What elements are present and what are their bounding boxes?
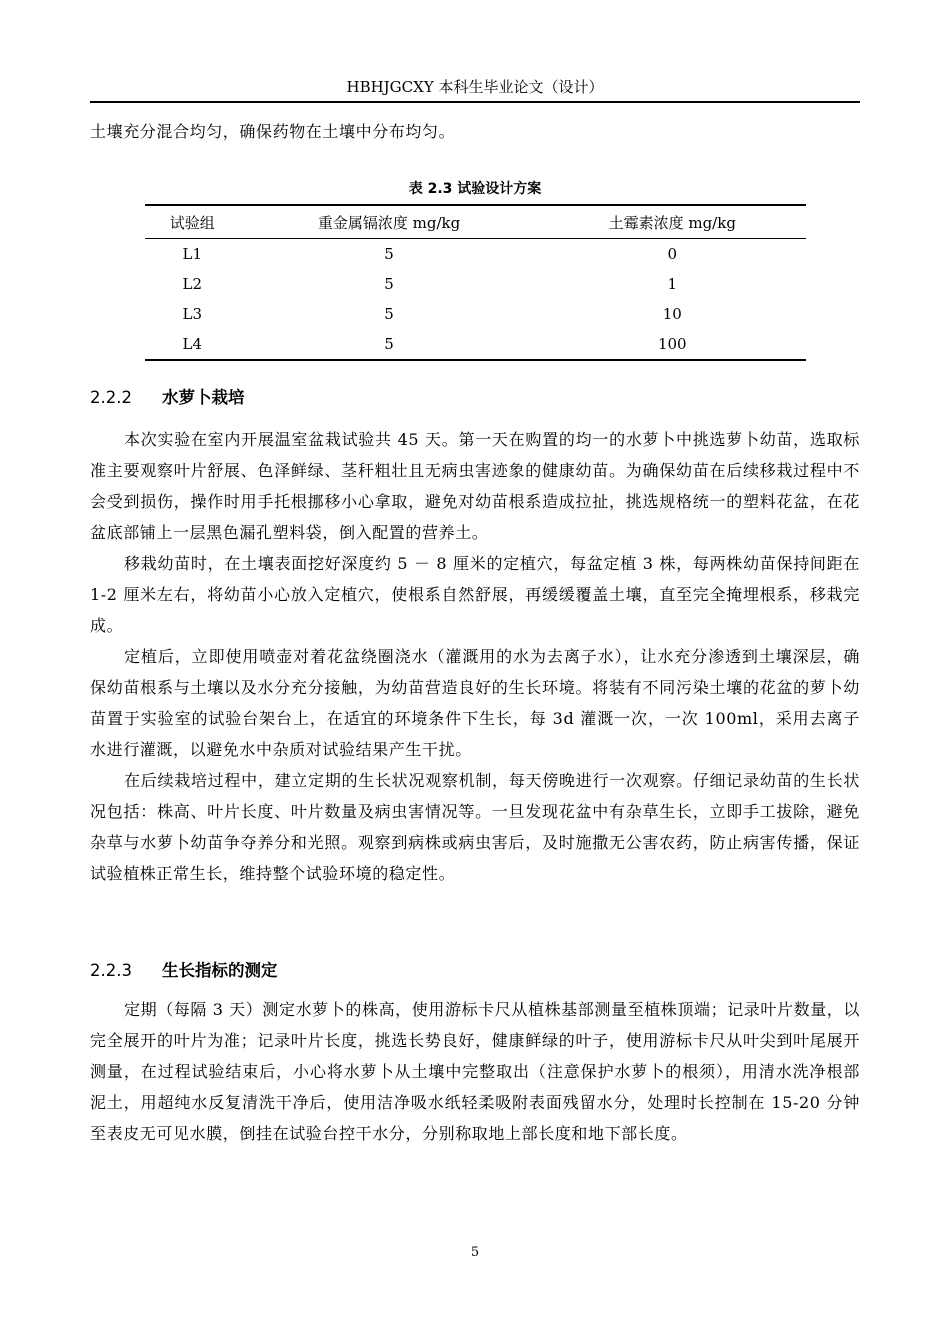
paragraph: 定期（每隔 3 天）测定水萝卜的株高，使用游标卡尺从植株基部测量至植株顶端；记录叶片数量，以完全展开的叶片为准；记录叶片长度，挑选长势良好，健康鲜绿的叶子，使用游标卡尺从叶尖到叶尾展开测量，在过程试验结束后，小心将水萝卜从土壤中完整取出（注意保护水萝卜的根须），用清水洗净根部泥土，用超纯水反复清洗干净后，使用洁净吸水纸轻柔吸附表面残留水分，处理时长控制在 15-20 分钟至表皮无可见水膜，倒挂在试验台控干水分，分别称取地上部长度和地下部长度。: [90, 1000, 860, 1143]
table-row: [145, 329, 806, 360]
table-cell: 5: [240, 329, 539, 360]
section-2-2-3-body: [90, 994, 860, 1149]
table-cell: 5: [384, 245, 394, 263]
running-header: HBHJGCXY 本科生毕业论文（设计）: [346, 78, 604, 96]
table-caption: 表 2.3 试验设计方案: [408, 181, 542, 197]
paragraph: 移栽幼苗时，在土壤表面挖好深度约 5 － 8 厘米的定植穴，每盆定植 3 株，每两株幼苗保持间距在 1-2 厘米左右，将幼苗小心放入定植穴，使根系自然舒展，再缓缓覆盖土壤，直至完全掩埋根系，移栽完成。: [90, 554, 860, 635]
column-header-oxytetracycline: 土霉素浓度 mg/kg: [539, 205, 806, 239]
table-header-row: [145, 205, 806, 239]
paragraph: 在后续栽培过程中，建立定期的生长状况观察机制，每天傍晚进行一次观察。仔细记录幼苗的生长状况包括：株高、叶片长度、叶片数量及病虫害情况等。一旦发现花盆中有杂草生长，立即手工拔除，避免杂草与水萝卜幼苗争夺养分和光照。观察到病株或病虫害后，及时施撒无公害农药，防止病害传播，保证试验植株正常生长，维持整个试验环境的稳定性。: [90, 771, 860, 883]
column-header-cadmium: 重金属镉浓度 mg/kg: [240, 205, 539, 239]
table-cell: 0: [667, 245, 678, 263]
experiment-design-table: [145, 204, 806, 361]
table-cell: 5: [384, 305, 394, 323]
section-heading-2-2-2: [90, 384, 245, 408]
table-cell: 1: [667, 275, 678, 293]
table-cell: 10: [662, 305, 682, 323]
table-cell: 100: [539, 329, 806, 360]
table-row: [145, 239, 806, 270]
continued-paragraph: 土壤充分混合均匀，确保药物在土壤中分布均匀。: [90, 122, 456, 141]
table-cell: 5: [384, 275, 394, 293]
paragraph: 定植后，立即使用喷壶对着花盆绕圈浇水（灌溉用的水为去离子水），让水充分渗透到土壤深层，确保幼苗根系与土壤以及水分充分接触，为幼苗营造良好的生长环境。将装有不同污染土壤的花盆的萝卜幼苗置于实验室的试验台架台上，在适宜的环境条件下生长，每 3d 灌溉一次，一次 100ml，采用去离子水进行灌溉，以避免水中杂质对试验结果产生干扰。: [90, 647, 860, 759]
table-cell: L2: [182, 275, 203, 293]
table-cell: L4: [145, 329, 240, 360]
table-row: [145, 299, 806, 329]
section-number: 2.2.2: [90, 388, 132, 407]
column-header-group: 试验组: [145, 205, 240, 239]
section-2-2-2-body: [90, 424, 860, 889]
header-rule: [90, 101, 860, 103]
section-title: 水萝卜栽培: [162, 388, 245, 407]
table-cell: L1: [182, 245, 203, 263]
paragraph: 本次实验在室内开展温室盆栽试验共 45 天。第一天在购置的均一的水萝卜中挑选萝卜幼苗，选取标准主要观察叶片舒展、色泽鲜绿、茎秆粗壮且无病虫害迹象的健康幼苗。为确保幼苗在后续移栽过程中不会受到损伤，操作时用手托根挪移小心拿取，避免对幼苗根系造成拉扯，挑选规格统一的塑料花盆，在花盆底部铺上一层黑色漏孔塑料袋，倒入配置的营养土。: [90, 430, 860, 542]
section-title: 生长指标的测定: [162, 961, 278, 980]
page-number: 5: [470, 1245, 480, 1260]
section-heading-2-2-3: [90, 957, 278, 981]
table-row: [145, 269, 806, 299]
section-number: 2.2.3: [90, 961, 132, 980]
table-cell: L3: [182, 305, 203, 323]
